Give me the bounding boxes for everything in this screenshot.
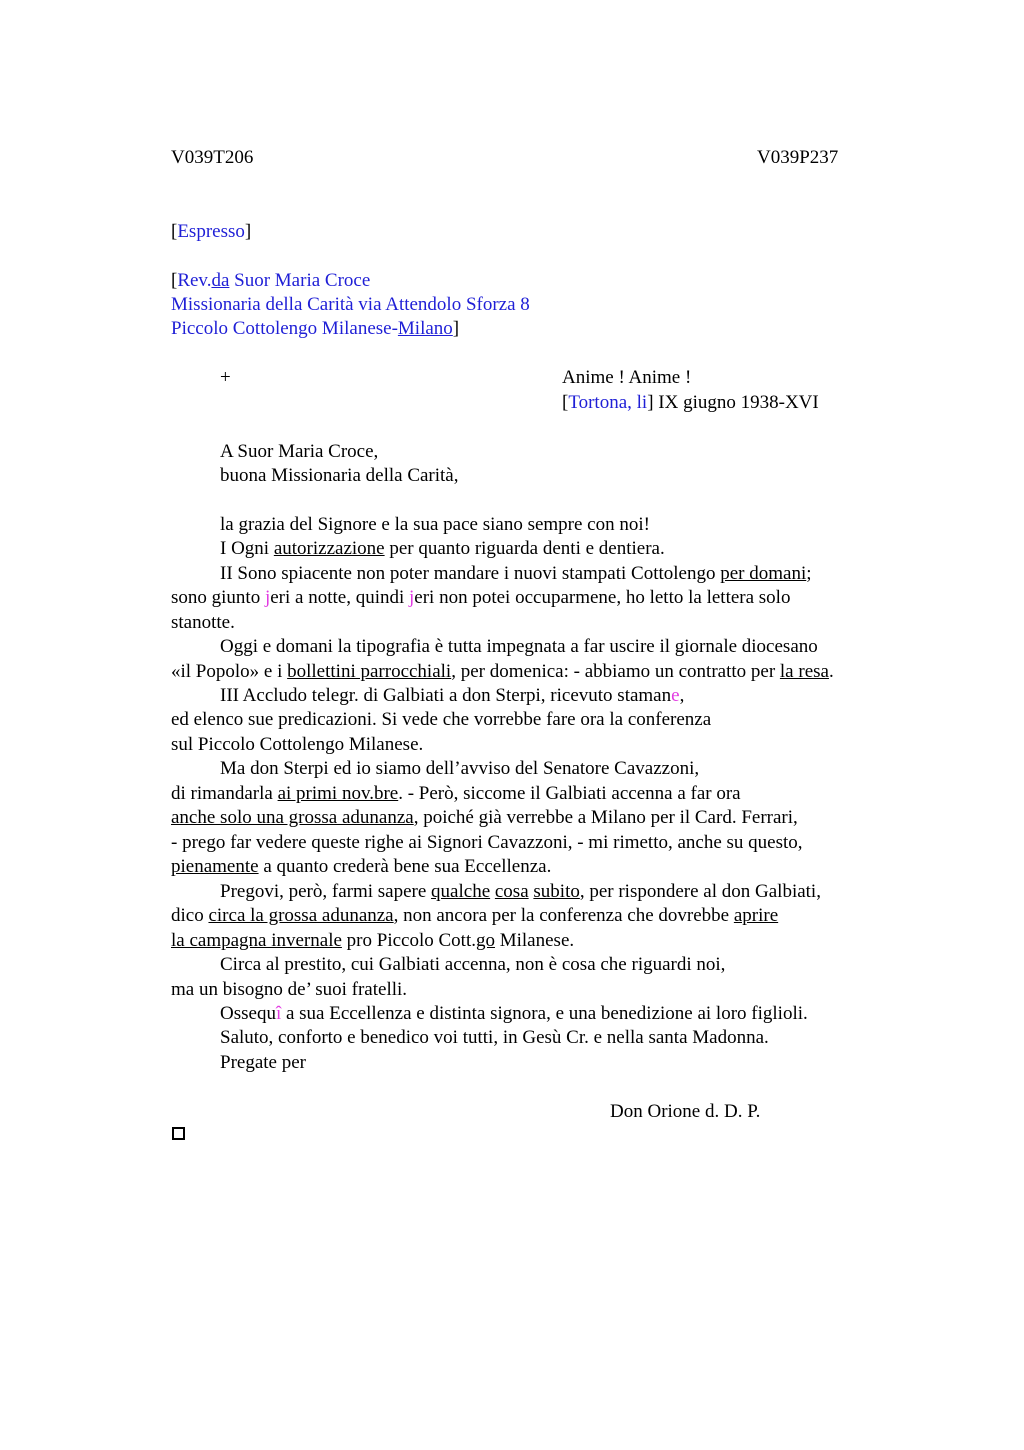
body-line: III Accludo telegr. di Galbiati a don Sterpi, ricevuto stamane, bbox=[220, 685, 685, 706]
dateline-date: IX giugno 1938-XVI bbox=[653, 392, 819, 413]
body-line: di rimandarla ai primi nov.bre. - Però, siccome il Galbiati accenna a far ora bbox=[171, 783, 741, 804]
body-line: Oggi e domani la tipografia è tutta impegnata a far uscire il giornale diocesano bbox=[220, 636, 818, 657]
delivery-note: [Espresso] bbox=[171, 221, 252, 242]
body-line: dico circa la grossa adunanza, non ancora per la conferenza che dovrebbe aprire bbox=[171, 905, 779, 926]
cross-symbol: + bbox=[220, 367, 231, 388]
body-line: anche solo una grossa adunanza, poiché già verrebbe a Milano per il Card. Ferrari, bbox=[171, 807, 798, 828]
address-line-1: [Rev.da Suor Maria Croce bbox=[171, 270, 371, 291]
body-line: la grazia del Signore e la sua pace siano sempre con noi! bbox=[220, 514, 650, 535]
body-line: II Sono spiacente non poter mandare i nuovi stampati Cottolengo per domani; bbox=[220, 563, 812, 584]
address-line-3: Piccolo Cottolengo Milanese-Milano] bbox=[171, 318, 460, 339]
body-line: Circa al prestito, cui Galbiati accenna, non è cosa che riguardi noi, bbox=[220, 954, 726, 975]
body-line: «il Popolo» e i bollettini parrocchiali, per domenica: - abbiamo un contratto per la resa. bbox=[171, 661, 834, 682]
body-line: la campagna invernale pro Piccolo Cott.go Milanese. bbox=[171, 930, 575, 951]
body-line: Ma don Sterpi ed io siamo dell’avviso del Senatore Cavazzoni, bbox=[220, 758, 700, 779]
address-line-2: Missionaria della Carità via Attendolo Sforza 8 bbox=[171, 294, 530, 315]
document-id: V039T206 bbox=[171, 147, 254, 168]
body-line: I Ogni autorizzazione per quanto riguarda denti e dentiera. bbox=[220, 538, 665, 559]
body-line: Pregate per bbox=[220, 1052, 306, 1073]
body-line: sul Piccolo Cottolengo Milanese. bbox=[171, 734, 424, 755]
body-line: pienamente a quanto crederà bene sua Eccellenza. bbox=[171, 856, 552, 877]
page-id: V039P237 bbox=[757, 147, 839, 168]
salutation-line-1: A Suor Maria Croce, bbox=[220, 441, 379, 462]
empty-box-icon bbox=[172, 1127, 185, 1140]
body-line: Ossequî a sua Eccellenza e distinta signora, e una benedizione ai loro figlioli. bbox=[220, 1003, 808, 1024]
body-line: Saluto, conforto e benedico voi tutti, in Gesù Cr. e nella santa Madonna. bbox=[220, 1027, 769, 1048]
delivery-label: Espresso bbox=[177, 221, 245, 242]
address-city: Milano bbox=[397, 318, 453, 339]
body-line: ma un bisogno de’ suoi fratelli. bbox=[171, 979, 408, 1000]
body-line: sono giunto jeri a notte, quindi jeri non potei occuparmene, ho letto la lettera solo bbox=[171, 587, 791, 608]
body-line: Pregovi, però, farmi sapere qualche cosa subito, per rispondere al don Galbiati, bbox=[220, 881, 821, 902]
signature: Don Orione d. D. P. bbox=[610, 1101, 761, 1122]
body-line: ed elenco sue predicazioni. Si vede che vorrebbe fare ora la conferenza bbox=[171, 709, 712, 730]
dateline: [Tortona, li] IX giugno 1938-XVI bbox=[562, 392, 819, 413]
motto: Anime ! Anime ! bbox=[562, 367, 692, 388]
body-line: - prego far vedere queste righe ai Signori Cavazzoni, - mi rimetto, anche su questo, bbox=[171, 832, 803, 853]
dateline-place: Tortona, li bbox=[568, 392, 648, 413]
body-line: stanotte. bbox=[171, 612, 235, 633]
salutation-line-2: buona Missionaria della Carità, bbox=[220, 465, 459, 486]
